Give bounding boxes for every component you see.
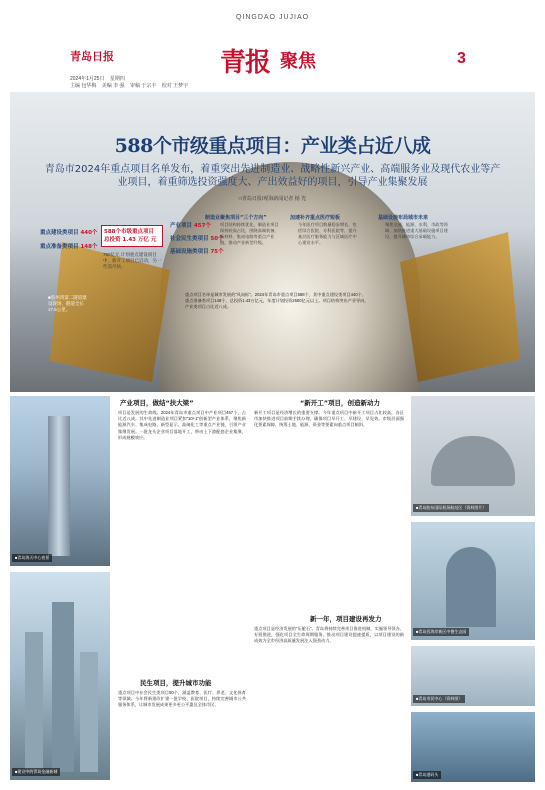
stat-infra-value: 75个 [210,249,224,255]
stat-industry-value: 457个 [193,223,211,229]
category-body-infrastructure: 聚焦交通、能源、水利、市政等领域，加快推进重大基础设施项目建设，提升城市综合承载能力。 [385,222,448,239]
masthead-logo: 青岛日报 [70,50,114,63]
photo-airport [411,396,535,516]
stat-infra-label: 基础设施类项目 [170,249,209,255]
section-body-livelihood: 重点项目中社会民生类项目50个，涵盖教育、医疗、养老、文化体育等领域。今年将新建改扩建一批学校、医院项目，持续完善城市公共服务体系，让城市发展成果更多更公平惠及全体市民。 [118,690,246,708]
stat-prep-label: 重点准备类项目 [40,244,79,250]
section-heading-industry: 产业项目，做结“扶大梁” [120,399,194,407]
caption-tunnel: ■胶州湾第二隧道建设现场，隧道全长17.5公里。 [48,295,87,312]
section-heading-newstart: “新开工”项目，创造新动力 [300,399,381,407]
top-label: QINGDAO JUJIAO [235,14,310,21]
section-body-newyear: 重点项目是经济发展的“压舱石”。青岛将持续完善项目推进机制，实施领导领办、专班推进，强化项目全生命周期服务，推动项目建设提速提质，以项目建设的新成效为全市经济高质量发展注入强劲动力。 [254,626,404,644]
total-label: 588个市级重点项目 [104,229,154,235]
section-heading-newyear: 新一年，项目建设再发力 [310,615,382,623]
building-shape [80,652,98,772]
stat-social [170,234,224,242]
building-shape [25,632,43,772]
subtitle: 青岛市2024年重点项目名单发布，着重突出先进制造业、战略性新兴产业、高端服务业及现代农业等产业项目，着重筛选投资强度大、产出效益好的项目，引导产业集聚发展 [44,164,501,188]
photo-citizen-center [411,646,535,706]
byline: □青岛日报/观海新闻记者 杨 光 [238,196,307,202]
date-line [70,75,129,82]
page-number: 3 [457,50,466,67]
category-body-medical: 今年医疗项目数量稳步增长，包括综合医院、专科医院等，提升基层医疗服务能力与区域医疗中心建设水平。 [298,222,357,245]
stat-infra [170,247,224,255]
section-body-newstart: 新开工项目是经济增长的重要支撑。今年重点项目中新开工项目占比较高，各区市加快推进项目前期手续办理，确保项目早开工、早建设、早见效。市级层面强化要素保障，统筹土地、能源、资金等要素向重点项目倾斜。 [254,410,404,428]
stat-construction-label: 重点建设类项目 [40,230,79,236]
category-title-medical: 加速补齐重点医疗短板 [290,215,341,221]
stat-industry-label: 产业项目 [170,223,193,229]
staff-line [70,82,192,89]
caption-finance: ■建设中的青岛金融新城 [12,768,60,776]
reviewer: 审稿 于宗丰 [129,83,157,89]
stat-industry [170,221,211,229]
brand-logo: 青报 [220,48,271,78]
stat-prep [40,242,97,250]
category-title-infrastructure: 基础设施布局城市未来 [378,215,429,221]
building-shape [52,602,74,772]
category-body-manufacturing: 项目结构持续优化，制造业项目保持较高占比，围绕高端装备、新材料、集成电路等重点产业链，推动产业转型升级。 [220,222,279,245]
photo-ecopark [411,522,535,640]
stat-prep-value: 148个 [80,244,98,250]
total-box [101,225,163,247]
section-name: 聚焦 [280,51,316,72]
section-heading-livelihood: 民生项目，提升城市功能 [140,679,212,687]
photo-port [411,712,535,782]
caption-tower: ■青岛海天中心夜景 [12,554,52,562]
machine-right-image [400,232,520,382]
total-invest: 总投资 1.43 万亿 元 [104,237,157,243]
stat-construction [40,228,97,236]
photo-tower [10,396,110,566]
photo-finance [10,572,110,780]
designer: 美编 李 强 [101,83,125,89]
center-paragraph: 重点项目名单是城市发展的“风向标”。2024年青岛市重点项目588个，其中重点建设类项目440个、重点准备类项目148个，总投资1.43万亿元，年度计划投资2500亿元以上。项目结构突出产业导向，产业类项目占比近八成。 [185,292,369,309]
caption-citizen-center: ■青岛市民中心（资料图） [413,695,465,703]
editor: 主编 包华梅 [70,83,97,89]
stat-social-value: 50个 [210,236,224,242]
building-shape [446,547,496,627]
caption-ecopark: ■青岛西海岸新区中德生态园 [413,628,469,636]
tower-shape [48,416,70,556]
page-header [0,0,545,92]
caption-airport: ■青岛胶东国际机场航站区（资料图片） [413,504,489,512]
section-body-industry: 项目是发展的生命线。2024年青岛市重点项目中产业项目457个，占比近八成。其中先进制造业项目紧扣“10+1”创新型产业体系，聚焦新能源汽车、集成电路、新型显示、高端化工等重点产业链，引领产业集聚发展。一批龙头企业项目落地开工，带动上下游配套企业集聚，形成规模效应。 [118,410,246,440]
proofreader: 校对 王梦宇 [161,83,189,89]
category-title-manufacturing: 制造业聚焦项目“三个方向” [205,215,267,221]
stat-construction-value: 440个 [80,230,98,236]
total-note: 750亿元 计划重点建设项目中，新开工项目已启动，另一些需尽快， [103,252,162,269]
weekday: 星期四 [109,76,125,82]
caption-port: ■青岛港码头 [413,771,441,779]
date: 2024年1月25日 [70,76,105,82]
headline: 588个市级重点项目：产业类占近八成 [114,135,431,157]
airport-shape [431,436,515,486]
stat-social-label: 社会民生类项目 [170,236,209,242]
